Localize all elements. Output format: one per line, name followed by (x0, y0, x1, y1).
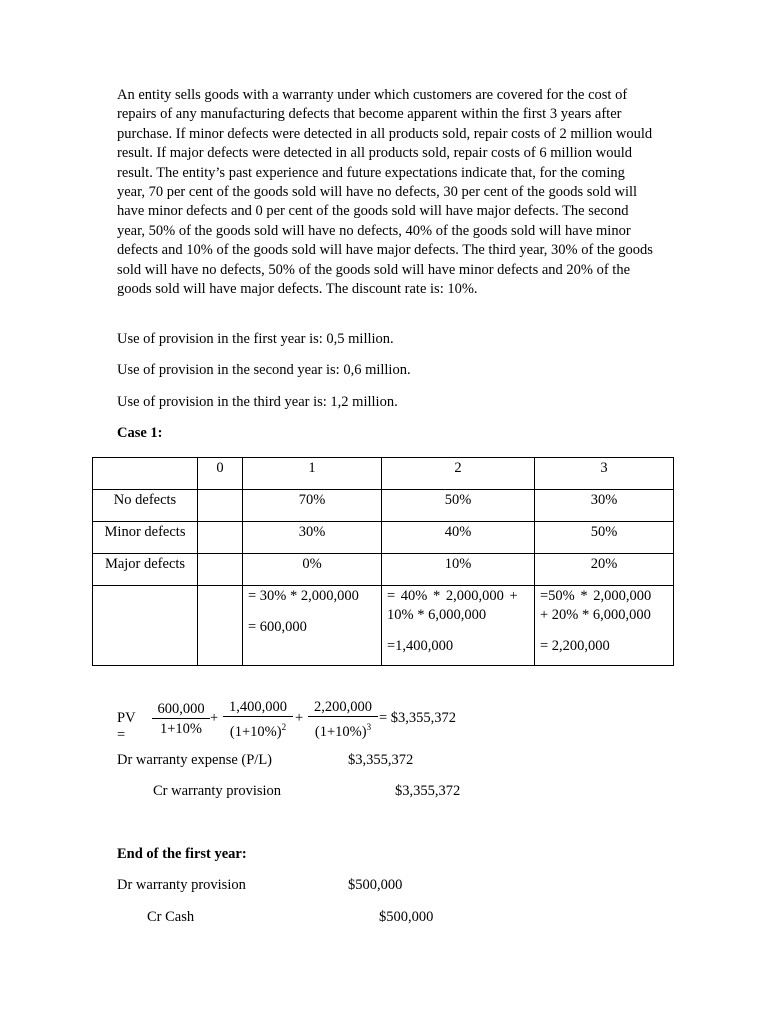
use-third-year: Use of provision in the third year is: 1,2 million. (117, 394, 398, 410)
table-cell (198, 554, 243, 586)
pv-numerator: 1,400,000 (223, 698, 293, 717)
table-cell: 40% (382, 522, 535, 554)
end-first-year-heading: End of the first year: (117, 846, 247, 862)
intro-paragraph: An entity sells goods with a warranty under which customers are covered for the cost of repairs of any manufacturing defects that become apparent within the first 3 years after purchase. If minor defects were detected in all products sold, repair costs of 2 million would result. If major defects were detected in all products sold, repair costs of 6 million would result. The entity’s past experience and future expectations indicate that, for the coming year, 70 per cent of the goods sold will have no defects, 30 per cent of the goods sold will have minor defects and 0 per cent of the goods sold will have major defects. The second year, 50% of the goods sold will have no defects, 40% of the goods sold will have minor defects and 10% of the goods sold will have major defects. The third year, 30% of the goods sold will have no defects, 50% of the goods sold will have minor defects and 20% of the goods sold will have major defects. The discount rate is: 10%. (117, 87, 653, 298)
calc-cell-year1 (243, 586, 382, 666)
calc-result: =1,400,000 (387, 638, 454, 654)
pv-numerator: 600,000 (152, 700, 210, 719)
pv-label: PV = (117, 710, 136, 743)
table-cell: 0% (243, 554, 382, 586)
calc-result: = 2,200,000 (540, 638, 610, 654)
pv-term-3 (308, 698, 378, 741)
case-heading: Case 1: (117, 425, 163, 441)
header-cell: 2 (382, 458, 535, 490)
entry-dr-warranty-expense-amount: $3,355,372 (348, 752, 414, 768)
calc-line: = 30% * 2,000,000 (248, 588, 359, 604)
pv-denominator: (1+10%) (314, 723, 367, 740)
pv-exponent: 2 (281, 722, 287, 732)
entry-dr-warranty-provision: Dr warranty provision (117, 877, 246, 893)
table-row (93, 554, 674, 586)
plus-sign: + (295, 710, 304, 726)
table-cell: 30% (535, 490, 674, 522)
calc-line: + 20% * 6,000,000 (540, 607, 651, 623)
row-label: Minor defects (93, 522, 198, 554)
pv-result: = $3,355,372 (379, 710, 457, 726)
row-label: No defects (93, 490, 198, 522)
use-first-year: Use of provision in the first year is: 0,5 million. (117, 331, 394, 347)
calc-line: 10% * 6,000,000 (387, 607, 487, 623)
calc-cell-year3 (535, 586, 674, 666)
entry-cr-warranty-provision: Cr warranty provision (153, 783, 282, 799)
table-row (93, 490, 674, 522)
calc-cell-year2 (382, 586, 535, 666)
use-second-year: Use of provision in the second year is: 0,6 million. (117, 362, 411, 378)
table-cell (93, 586, 198, 666)
calc-line: = 40% * 2,000,000 + (387, 588, 518, 604)
calc-row (93, 586, 674, 666)
table-cell (198, 490, 243, 522)
entry-dr-warranty-provision-amount: $500,000 (348, 877, 403, 893)
header-cell: 3 (535, 458, 674, 490)
table-header-row (93, 458, 674, 490)
table-row (93, 522, 674, 554)
intro-block (117, 86, 655, 299)
pv-numerator: 2,200,000 (308, 698, 378, 717)
calc-result: = 600,000 (248, 619, 307, 635)
table-cell: 30% (243, 522, 382, 554)
header-cell: 0 (198, 458, 243, 490)
table-cell: 50% (382, 490, 535, 522)
entry-dr-warranty-expense: Dr warranty expense (P/L) (117, 752, 273, 768)
table-cell (198, 522, 243, 554)
defects-table (92, 457, 674, 666)
row-label: Major defects (93, 554, 198, 586)
entry-cr-cash: Cr Cash (147, 909, 195, 925)
entry-cr-warranty-provision-amount: $3,355,372 (395, 783, 461, 799)
entry-cr-cash-amount: $500,000 (379, 909, 434, 925)
table-cell (198, 586, 243, 666)
table-cell: 70% (243, 490, 382, 522)
header-cell (93, 458, 198, 490)
pv-term-2 (223, 698, 293, 741)
pv-term-1 (152, 700, 210, 738)
calc-line: =50% * 2,000,000 (540, 588, 652, 604)
header-cell: 1 (243, 458, 382, 490)
table-cell: 10% (382, 554, 535, 586)
pv-exponent: 3 (366, 722, 372, 732)
pv-denominator: (1+10%) (229, 723, 282, 740)
pv-denominator: 1+10% (159, 721, 202, 737)
table-cell: 20% (535, 554, 674, 586)
plus-sign: + (210, 710, 219, 726)
table-cell: 50% (535, 522, 674, 554)
